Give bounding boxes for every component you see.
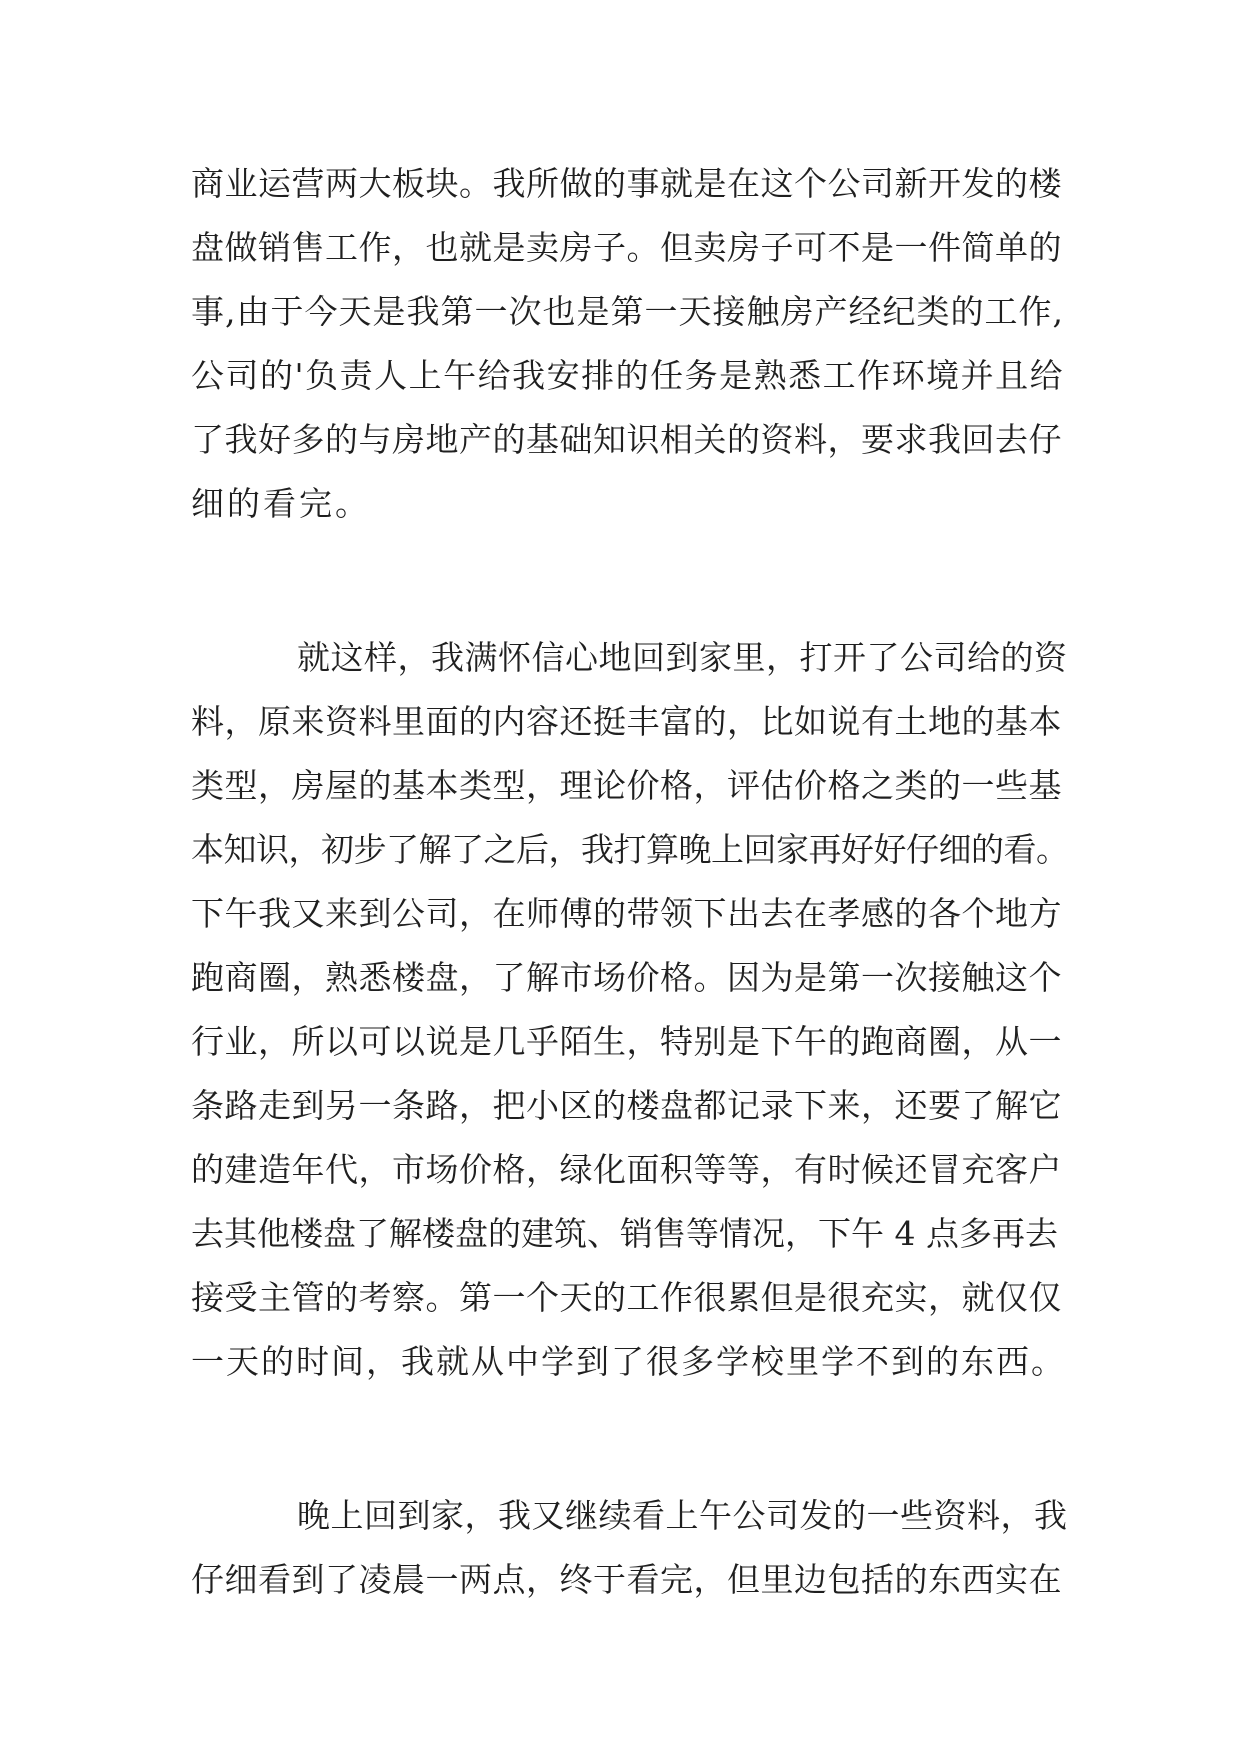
text-line: 条路走到另一条路，把小区的楼盘都记录下来，还要了解它 (191, 1086, 1062, 1125)
text-line: 料，原来资料里面的内容还挺丰富的，比如说有土地的基本 (191, 702, 1062, 741)
text-line: 接受主管的考察。第一个天的工作很累但是很充实，就仅仅 (191, 1278, 1062, 1317)
text-line: 跑商圈，熟悉楼盘，了解市场价格。因为是第一次接触这个 (191, 958, 1062, 997)
text-line: 一天的时间，我就从中学到了很多学校里学不到的东西。 (191, 1342, 1066, 1381)
text-line: 细的看完。 (191, 484, 371, 523)
text-line: 商业运营两大板块。我所做的事就是在这个公司新开发的楼 (191, 164, 1062, 203)
text-line: 公司的'负责人上午给我安排的任务是熟悉工作环境并且给 (191, 356, 1065, 395)
text-line: 行业，所以可以说是几乎陌生，特别是下午的跑商圈，从一 (191, 1022, 1062, 1061)
text-line: 本知识，初步了解了之后，我打算晚上回家再好好仔细的看。 (191, 830, 1069, 869)
text-line: 的建造年代，市场价格，绿化面积等等，有时候还冒充客户 (191, 1150, 1062, 1189)
text-line: 类型，房屋的基本类型，理论价格，评估价格之类的一些基 (191, 766, 1062, 805)
text-line: 去其他楼盘了解楼盘的建筑、销售等情况，下午 4 点多再去 (191, 1214, 1058, 1253)
text-line: 盘做销售工作，也就是卖房子。但卖房子可不是一件简单的 (191, 228, 1062, 267)
text-line: 下午我又来到公司，在师傅的带领下出去在孝感的各个地方 (191, 894, 1062, 933)
text-line: 晚上回到家，我又继续看上午公司发的一些资料，我 (297, 1496, 1068, 1535)
text-line: 了我好多的与房地产的基础知识相关的资料，要求我回去仔 (191, 420, 1062, 459)
text-line: 就这样，我满怀信心地回到家里，打开了公司给的资 (297, 638, 1068, 677)
text-line: 事,由于今天是我第一次也是第一天接触房产经纪类的工作, (191, 292, 1064, 331)
text-line: 仔细看到了凌晨一两点，终于看完，但里边包括的东西实在 (191, 1560, 1062, 1599)
